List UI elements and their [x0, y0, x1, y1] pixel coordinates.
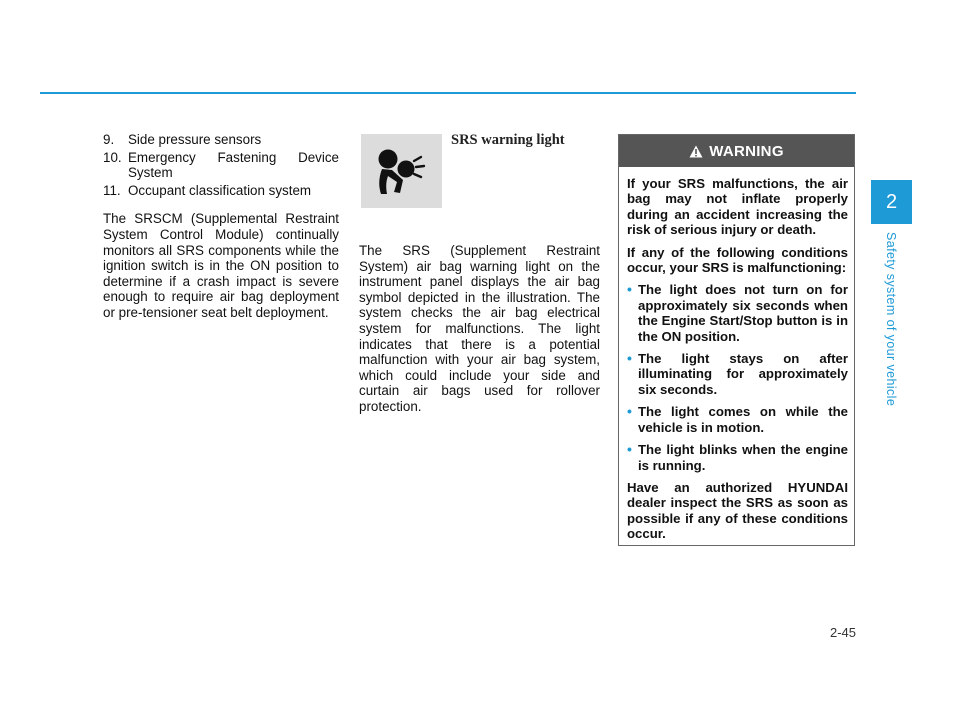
- top-divider: [40, 92, 856, 94]
- airbag-warning-icon: [361, 134, 442, 208]
- warning-body: [619, 167, 854, 542]
- bullet-icon: •: [627, 403, 632, 420]
- chapter-tab: 2: [871, 180, 912, 224]
- bullet-icon: •: [627, 281, 632, 298]
- warning-title: WARNING: [709, 142, 784, 160]
- warning-header: [619, 135, 854, 167]
- warning-intro: If your SRS malfunctions, the air bag may not inflate properly during an accident increasing the risk of serious injury or death.: [627, 176, 848, 238]
- srs-paragraph: The SRS (Supplement Restraint System) air bag warning light on the instrument panel displays the air bag symbol depicted in the illustration. The system checks the air bag electrical system for malfunctions. The light indicates that there is a potential malfunction with your air bag system, which could include your side and curtain air bags used for rollover protection.: [359, 243, 600, 414]
- list-item: • The light stays on after illuminating for approximately six seconds.: [627, 350, 848, 397]
- page-number: 2-45: [829, 625, 856, 640]
- list-item: • The light comes on while the vehicle is in motion.: [627, 403, 848, 435]
- chapter-label-text: Safety system of your vehicle: [884, 232, 898, 407]
- chapter-label: [866, 232, 916, 412]
- bullet-icon: •: [627, 441, 632, 458]
- list-item: • The light does not turn on for approximately six seconds when the Engine Start/Stop button is in the ON position.: [627, 281, 848, 344]
- warning-outro: Have an authorized HYUNDAI dealer inspect the SRS as soon as possible if any of these conditions occur.: [627, 479, 848, 542]
- bullet-icon: •: [627, 350, 632, 367]
- warning-box: [618, 134, 855, 546]
- warning-triangle-icon: [689, 145, 703, 158]
- warning-conditions: If any of the following conditions occur, your SRS is malfunctioning:: [627, 244, 848, 276]
- list-item: • The light blinks when the engine is running.: [627, 441, 848, 473]
- srscm-paragraph: The SRSCM (Supplemental Restraint System Control Module) continually monitors all SRS components while the ignition switch is in the ON position to determine if a crash impact is severe enough to require air bag deployment or pre-tensioner seat belt deployment.: [103, 211, 339, 320]
- list-item: 11. Occupant classification system: [103, 182, 312, 198]
- section-heading: SRS warning light: [451, 132, 565, 148]
- list-item: 10. Emergency Fastening Device System: [103, 149, 339, 181]
- left-column: [103, 132, 339, 321]
- list-item: 9. Side pressure sensors: [103, 132, 262, 147]
